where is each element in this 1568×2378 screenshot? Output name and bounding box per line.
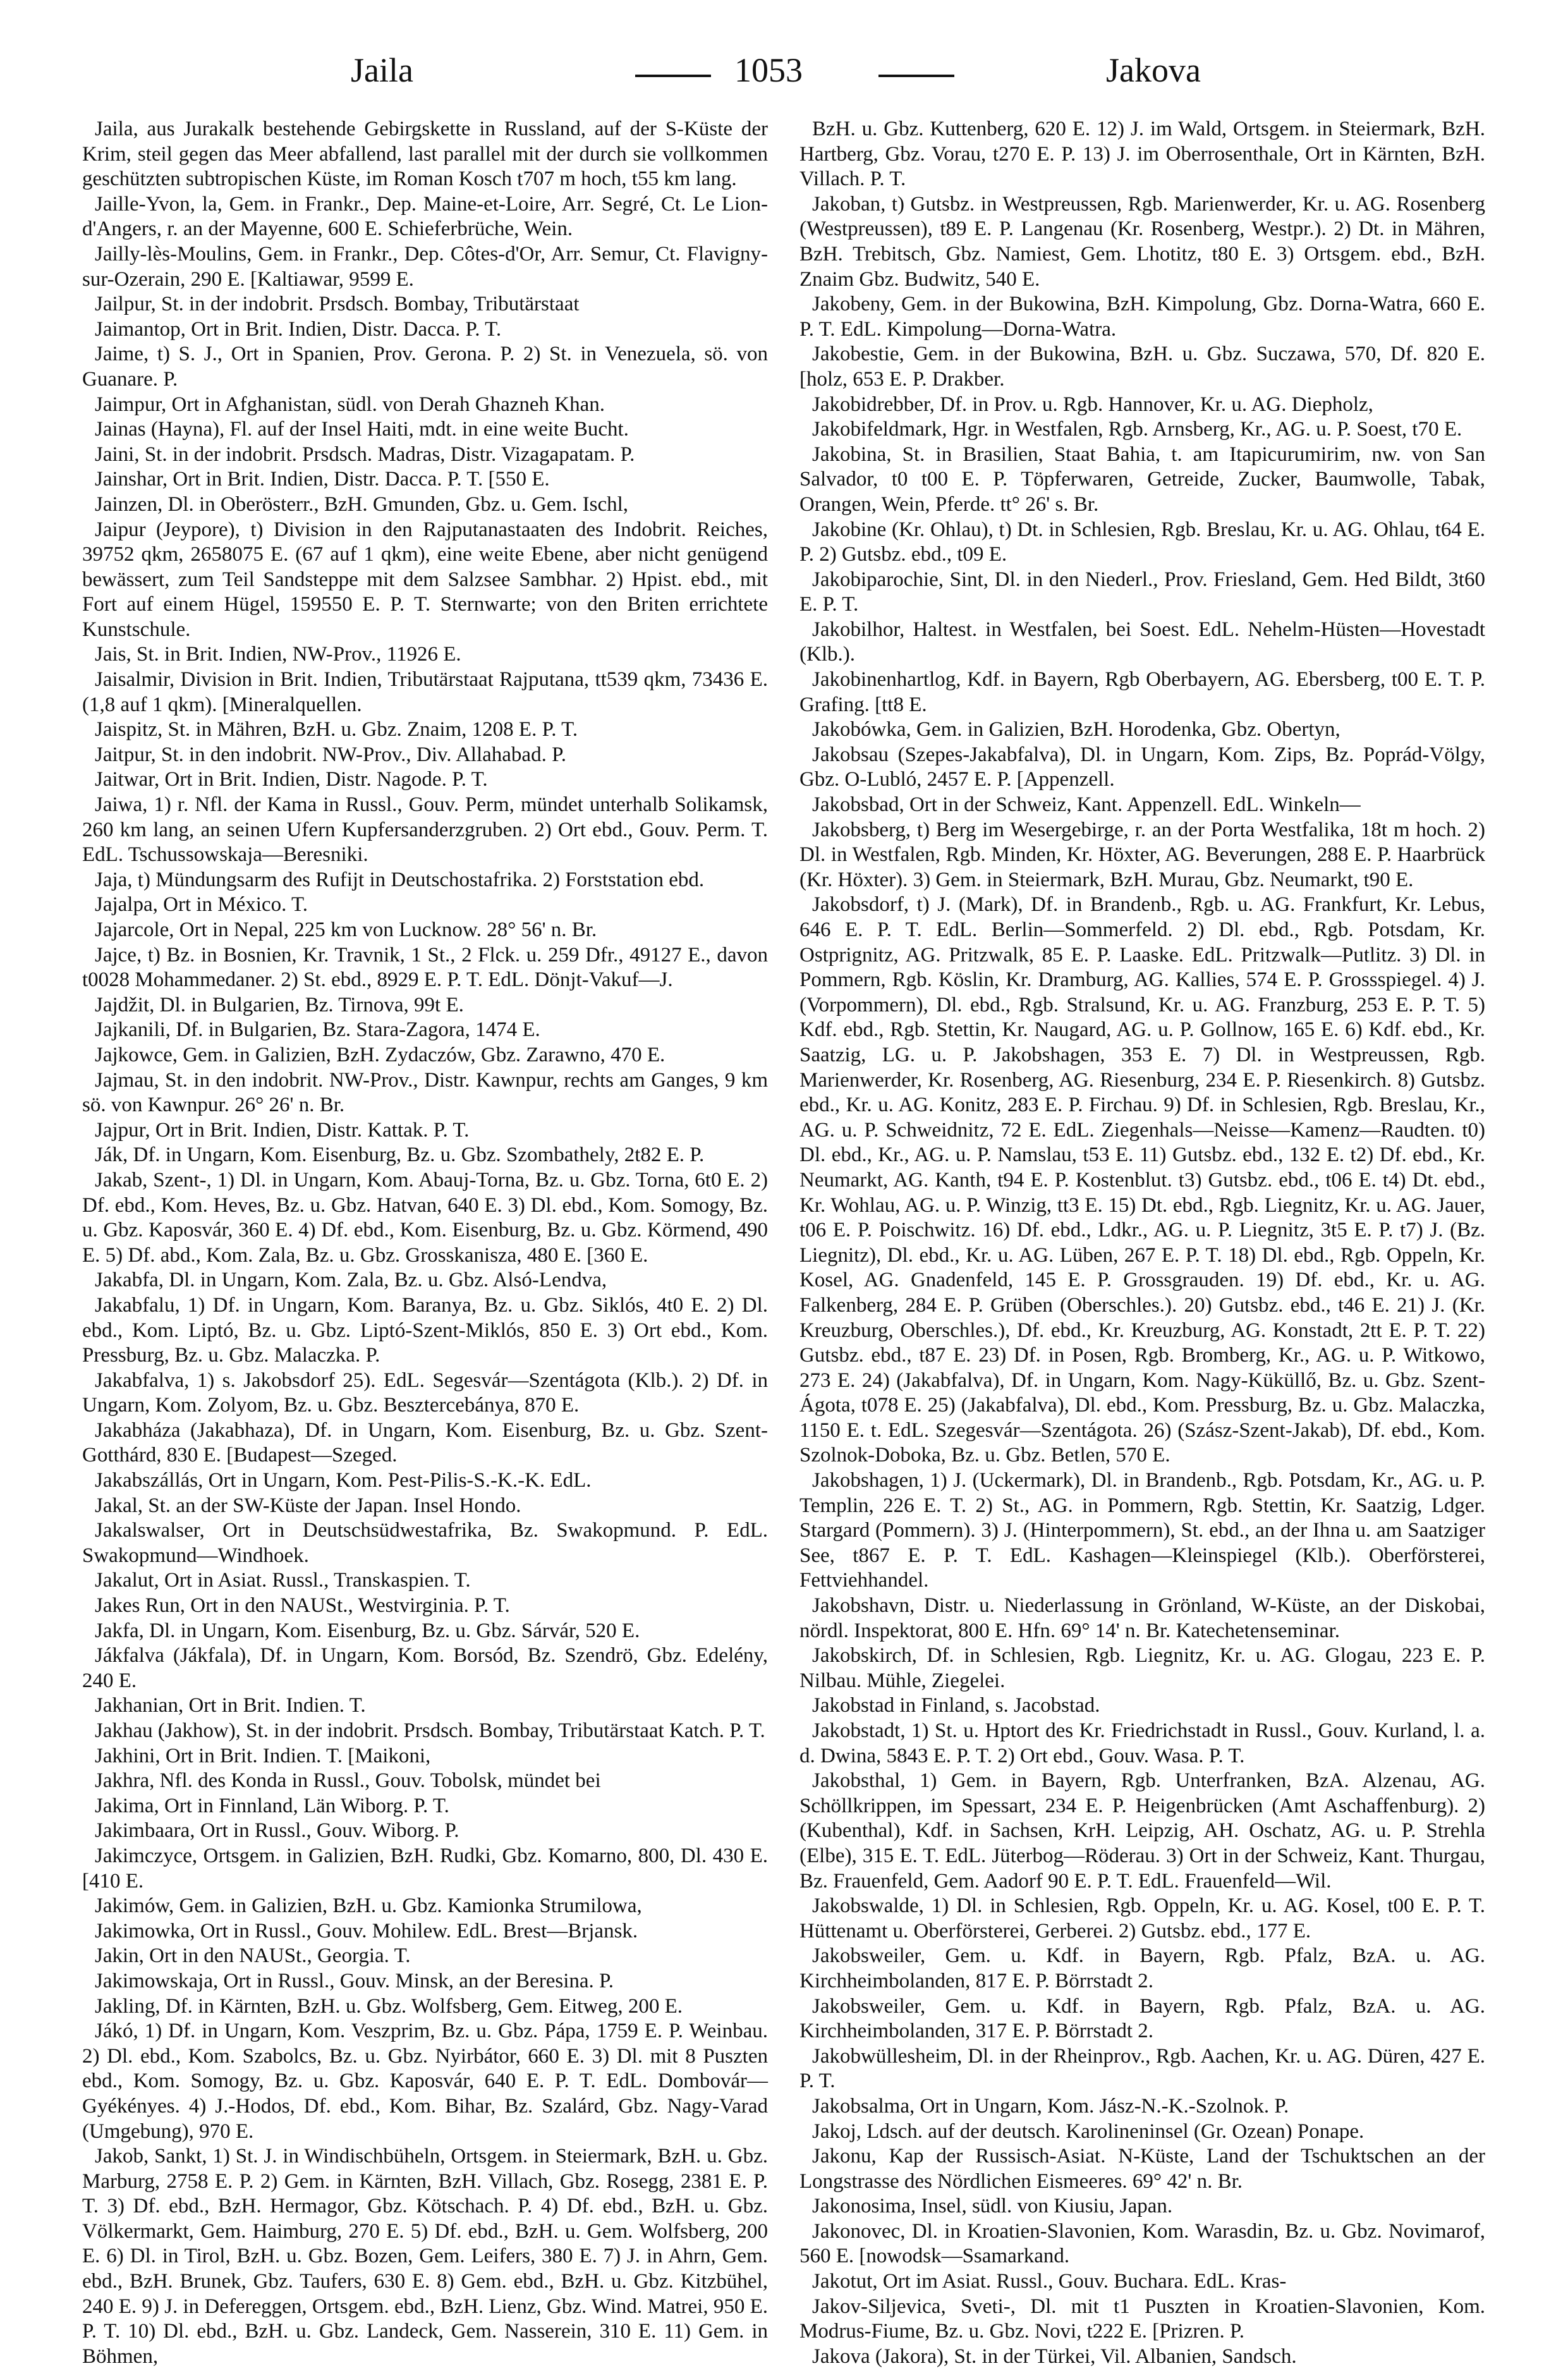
header-dash-left: [635, 75, 711, 77]
dictionary-entry: Jailly-lès-Moulins, Gem. in Frankr., Dep. Côtes-d'Or, Arr. Semur, Ct. Flavigny-sur-Ozerain, 290 E. [Kaltiawar, 9599 E.: [82, 242, 768, 291]
dictionary-entry: Jakabfa, Dl. in Ungarn, Kom. Zala, Bz. u. Gbz. Alsó-Lendva,: [95, 1269, 607, 1292]
dictionary-entry: Jakhanian, Ort in Brit. Indien. T.: [95, 1694, 366, 1717]
dictionary-entry: Jainshar, Ort in Brit. Indien, Distr. Dacca. P. T. [550 E.: [95, 468, 550, 491]
page-number: 1053: [734, 51, 803, 89]
dictionary-entry: Jakimczyce, Ortsgem. in Galizien, BzH. Rudki, Gbz. Komarno, 800, Dl. 430 E. [410 E.: [82, 1844, 768, 1893]
dictionary-entry: Jakobeny, Gem. in der Bukowina, BzH. Kimpolung, Gbz. Dorna-Watra, 660 E. P. T. EdL. Kimpolung—Dorna-Watra.: [799, 293, 1485, 341]
dictionary-entry: Jaimantop, Ort in Brit. Indien, Distr. Dacca. P. T.: [95, 317, 502, 341]
dictionary-entry: Jakhra, Nfl. des Konda in Russl., Gouv. Tobolsk, mündet bei: [95, 1769, 601, 1793]
dictionary-entry: Jakhini, Ort in Brit. Indien. T. [Maikoni,: [95, 1744, 431, 1767]
dictionary-entry: Jakobestie, Gem. in der Bukowina, BzH. u. Gbz. Suczawa, 570, Df. 820 E. [holz, 653 E. P. Drakber.: [799, 343, 1485, 391]
dictionary-entry: Jakimowskaja, Ort in Russl., Gouv. Minsk, an der Beresina. P.: [95, 1969, 614, 1992]
dictionary-entry: Jajarcole, Ort in Nepal, 225 km von Lucknow. 28° 56' n. Br.: [95, 918, 597, 941]
dictionary-entry: Jakob, Sankt, 1) St. J. in Windischbüheln, Ortsgem. in Steiermark, BzH. u. Gbz. Marburg, 2758 E. P. 2) Gem. in Kärnten, BzH. Villach, Gbz. Rosegg, 2381 E. P. T. 3) Df. ebd., BzH. Hermagor, Gbz. Kötschach. P. 4) Df. ebd., BzH. u. Gbz. Völkermarkt, Gem. Haimburg, 270 E. 5) Df. ebd., BzH. u. Gem. Wolfsberg, 200 E. 6) Dl. in Tirol, BzH. u. Gbz. Bozen, Gem. Leifers, 380 E. 7) J. in Ahrn, Gem. ebd., BzH. Brunek, Gbz. Taufers, 630 E. 8) Gem. ebd., BzH. u. Gbz. Kitzbühel, 240 E. 9) J. in Defereggen, Ortsgem. ebd., BzH. Lienz, Gbz. Wind. Matrei, 950 E. P. T. 10) Dl. ebd., BzH. u. Gbz. Landeck, Gem. Nasserein, 310 E. 11) Gem. in Böhmen,: [82, 2145, 768, 2368]
dictionary-entry: Jakling, Df. in Kärnten, BzH. u. Gbz. Wolfsberg, Gem. Eitweg, 200 E.: [95, 1994, 683, 2018]
dictionary-entry: Jakobskirch, Df. in Schlesien, Rgb. Liegnitz, Kr. u. AG. Glogau, 223 E. P. Nilbau. Mühle, Ziegelei.: [799, 1644, 1485, 1692]
dictionary-entry: Jakima, Ort in Finnland, Län Wiborg. P. T.: [95, 1794, 449, 1817]
dictionary-entry: Jakin, Ort in den NAUSt., Georgia. T.: [95, 1944, 411, 1968]
dictionary-entry: Jakobshavn, Distr. u. Niederlassung in Grönland, W-Küste, an der Diskobai, nördl. Inspektorat, 800 E. Hfn. 69° 14' n. Br. Katechetenseminar.: [799, 1594, 1485, 1642]
dictionary-entry: Jajdžit, Dl. in Bulgarien, Bz. Tirnova, 99t E.: [95, 993, 464, 1016]
dictionary-entry: Jakab, Szent-, 1) Dl. in Ungarn, Kom. Abauj-Torna, Bz. u. Gbz. Torna, 6t0 E. 2) Df. ebd., Kom. Heves, Bz. u. Gbz. Hatvan, 640 E. 3) Dl. ebd., Kom. Somogy, Bz. u. Gbz. Kaposvár, 360 E. 4) Df. ebd., Kom. Eisenburg, Bz. u. Gbz. Körmend, 490 E. 5) Df. abd., Kom. Zala, Bz. u. Gbz. Grosskanisza, 480 E. [360 E.: [82, 1168, 768, 1267]
dictionary-entry: Jakobilhor, Haltest. in Westfalen, bei Soest. EdL. Nehelm-Hüsten—Hovestadt (Klb.).: [799, 618, 1485, 666]
dictionary-entry: Jaispitz, St. in Mähren, BzH. u. Gbz. Znaim, 1208 E. P. T.: [95, 718, 578, 741]
dictionary-entry: Jakalswalser, Ort in Deutschsüdwestafrika, Bz. Swakopmund. P. EdL. Swakopmund—Windhoek.: [82, 1519, 768, 1567]
dictionary-entry: Jakal, St. an der SW-Küste der Japan. Insel Hondo.: [95, 1494, 521, 1517]
right-column: [799, 117, 1485, 2368]
dictionary-entry: Jákfalva (Jákfala), Df. in Ungarn, Kom. Borsód, Bz. Szendrö, Gbz. Edelény, 240 E.: [82, 1644, 768, 1692]
dictionary-entry: Jakalut, Ort in Asiat. Russl., Transkaspien. T.: [95, 1569, 471, 1592]
dictionary-entry: Jakabszállás, Ort in Ungarn, Kom. Pest-Pilis-S.-K.-K. EdL.: [95, 1469, 592, 1492]
dictionary-entry: Jajmau, St. in den indobrit. NW-Prov., Distr. Kawnpur, rechts am Ganges, 9 km sö. von Kawnpur. 26° 26' n. Br.: [82, 1068, 768, 1117]
dictionary-entry: Jakobsweiler, Gem. u. Kdf. in Bayern, Rgb. Pfalz, BzA. u. AG. Kirchheimbolanden, 317 E. P. Börrstadt 2.: [799, 1994, 1485, 2043]
dictionary-entry: Jainas (Hayna), Fl. auf der Insel Haiti, mdt. in eine weite Bucht.: [95, 418, 629, 441]
dictionary-entry: Jakonu, Kap der Russisch-Asiat. N-Küste, Land der Tschuktschen an der Longstrasse des Nördlichen Eismeeres. 69° 42' n. Br.: [799, 2145, 1485, 2193]
dictionary-entry: Jajkanili, Df. in Bulgarien, Bz. Stara-Zagora, 1474 E.: [95, 1018, 540, 1042]
dictionary-entry: Jajkowce, Gem. in Galizien, BzH. Zydaczów, Gbz. Zarawno, 470 E.: [95, 1043, 665, 1066]
dictionary-entry: Jaille-Yvon, la, Gem. in Frankr., Dep. Maine-et-Loire, Arr. Segré, Ct. Le Lion-d'Angers, r. an der Mayenne, 600 E. Schieferbrüche, Wein.: [82, 192, 768, 241]
dictionary-entry: Jajalpa, Ort in México. T.: [95, 893, 308, 917]
dictionary-entry: Jakobwüllesheim, Dl. in der Rheinprov., Rgb. Aachen, Kr. u. AG. Düren, 427 E. P. T.: [799, 2044, 1485, 2093]
dictionary-entry: Jaipur (Jeypore), t) Division in den Rajputanastaaten des Indobrit. Reiches, 39752 qkm, 2658075 E. (67 auf 1 qkm), eine weite Ebene, aber nicht genügend bewässert, zum Teil Sandsteppe mit dem Salzsee Sambhar. 2) Hpist. ebd., mit Fort auf einem Hügel, 159550 E. P. T. Sternwarte; von den Briten errichtete Kunstschule.: [82, 518, 768, 641]
dictionary-entry: Jakobswalde, 1) Dl. in Schlesien, Rgb. Oppeln, Kr. u. AG. Kosel, t00 E. P. T. Hüttenamt u. Oberförsterei, Gerberei. 2) Gutsbz. ebd., 177 E.: [799, 1894, 1485, 1942]
dictionary-entry: Jakonosima, Insel, südl. von Kiusiu, Japan.: [812, 2195, 1173, 2218]
dictionary-entry: Jaisalmir, Division in Brit. Indien, Tributärstaat Rajputana, tt539 qkm, 73436 E. (1,8 auf 1 qkm). [Mineralquellen.: [82, 668, 768, 716]
dictionary-entry: Jakotut, Ort im Asiat. Russl., Gouv. Buchara. EdL. Kras-: [812, 2270, 1287, 2293]
dictionary-entry: Jaitwar, Ort in Brit. Indien, Distr. Nagode. P. T.: [95, 768, 488, 791]
dictionary-entry: Jakobsbad, Ort in der Schweiz, Kant. Appenzell. EdL. Winkeln—: [812, 793, 1361, 817]
dictionary-entry: Jainzen, Dl. in Oberösterr., BzH. Gmunden, Gbz. u. Gem. Ischl,: [95, 492, 629, 516]
dictionary-entry: Jakobsdorf, t) J. (Mark), Df. in Brandenb., Rgb. u. AG. Frankfurt, Kr. Lebus, 646 E. P. T. EdL. Berlin—Sommerfeld. 2) Dl. ebd., Rgb. Potsdam, Kr. Ostprignitz, AG. Pritzwalk, 85 E. P. Laaske. EdL. Pritzwalk—Putlitz. 3) Dl. in Pommern, Rgb. Köslin, Kr. Dramburg, AG. Kallies, 574 E. P. Grossspiegel. 4) J. (Vorpommern), Dl. ebd., Rgb. Stralsund, Kr. u. AG. Franzburg, 253 E. P. T. 5) Kdf. ebd., Rgb. Stettin, Kr. Naugard, AG. u. P. Gollnow, 165 E. 6) Kdf. ebd., Kr. Saatzig, LG. u. P. Jakobshagen, 353 E. 7) Dl. in Westpreussen, Rgb. Marienwerder, Kr. Rosenberg, AG. Riesenburg, 234 E. P. Riesenkirch. 8) Gutsbz. ebd., Kr. u. AG. Konitz, 283 E. P. Firchau. 9) Df. in Schlesien, Rgb. Breslau, Kr., AG. u. P. Schweidnitz, 72 E. EdL. Ziegenhals—Neisse—Kamenz—Raudten. t0) Dl. ebd., Kr., AG. u. P. Namslau, t53 E. 11) Gutsbz. ebd., 132 E. t2) Df. ebd., Kr. Neumarkt, AG. Kanth, t94 E. P. Kostenblut. t3) Gutsbz. ebd., t06 E. t4) Dt. ebd., Kr. Wohlau, AG. u. P. Winzig, tt3 E. 15) Dt. ebd., Rgb. Liegnitz, Kr. u. AG. Jauer, t06 E. P. Poischwitz. 16) Df. ebd., Ldkr., AG. u. P. Liegnitz, 3t5 E. P. t7) J. (Bz. Liegnitz), Dl. ebd., Kr. u. AG. Lüben, 267 E. P. T. 18) Dl. ebd., Rgb. Oppeln, Kr. Kosel, AG. Gnadenfeld, 145 E. P. Grossgrauden. 19) Df. ebd., Kr. u. AG. Falkenberg, 284 E. P. Grüben (Oberschles.). 20) Gutsbz. ebd., t46 E. 21) J. (Kr. Kreuzburg, Oberschles.), Df. ebd., Kr. Kreuzburg, AG. Konstadt, 2tt E. P. T. 22) Gutsbz. ebd., t87 E. 23) Df. in Posen, Rgb. Bromberg, Kr., AG. u. P. Witkowo, 273 E. 24) (Jakabfalva), Df. in Ungarn, Kom. Nagy-Küküllő, Bz. u. Gbz. Szent-Ágota, t078 E. 25) (Jakabfalva), Dl. ebd., Kom. Pressburg, Bz. u. Gbz. Malaczka, 1150 E. t. EdL. Szegesvár—Szentágota. 26) (Szász-Szent-Jakab), Df. ebd., Kom. Szolnok-Doboka, Bz. u. Gbz. Betlen, 570 E.: [799, 893, 1485, 1467]
dictionary-entry: Jakov-Siljevica, Sveti-, Dl. mit t1 Puszten in Kroatien-Slavonien, Kom. Modrus-Fiume, Bz. u. Gbz. Novi, t222 E. [Prizren. P.: [799, 2295, 1485, 2343]
dictionary-entry: Jaja, t) Mündungsarm des Rufijt in Deutschostafrika. 2) Forststation ebd.: [95, 868, 705, 891]
dictionary-entry: Jajpur, Ort in Brit. Indien, Distr. Kattak. P. T.: [95, 1118, 470, 1142]
dictionary-entry: Jakobifeldmark, Hgr. in Westfalen, Rgb. Arnsberg, Kr., AG. u. P. Soest, t70 E.: [812, 418, 1462, 441]
dictionary-entry: Jakfa, Dl. in Ungarn, Kom. Eisenburg, Bz. u. Gbz. Sárvár, 520 E.: [95, 1619, 640, 1642]
dictionary-entry: Jakobstadt, 1) St. u. Hptort des Kr. Friedrichstadt in Russl., Gouv. Kurland, l. a. d. Dwina, 5843 E. P. T. 2) Ort ebd., Gouv. Wasa. P. T.: [799, 1719, 1485, 1767]
dictionary-entry: Jákó, 1) Df. in Ungarn, Kom. Veszprim, Bz. u. Gbz. Pápa, 1759 E. P. Weinbau. 2) Dl. ebd., Kom. Szabolcs, Bz. u. Gbz. Nyirbátor, 660 E. 3) Dl. mit 8 Puszten ebd., Kom. Somogy, Bz. u. Gbz. Kaposvár, 640 E. P. T. EdL. Dombovár—Gyékényes. 4) J.-Hodos, Df. ebd., Kom. Bihar, Bz. Szalárd, Gbz. Nagy-Varad (Umgebung), 970 E.: [82, 2020, 768, 2143]
dictionary-entry: Jakobine (Kr. Ohlau), t) Dt. in Schlesien, Rgb. Breslau, Kr. u. AG. Ohlau, t64 E. P. 2) Gutsbz. ebd., t09 E.: [799, 518, 1485, 566]
dictionary-entry: Jaiwa, 1) r. Nfl. der Kama in Russl., Gouv. Perm, mündet unterhalb Solikamsk, 260 km lang, an seinen Ufern Kupfersanderzgruben. 2) Ort ebd., Gouv. Perm. T. EdL. Tschussowskaja—Beresniki.: [82, 793, 768, 867]
left-column: [82, 117, 768, 2368]
dictionary-entry: Jakabfalu, 1) Df. in Ungarn, Kom. Baranya, Bz. u. Gbz. Siklós, 4t0 E. 2) Dl. ebd., Kom. Liptó, Bz. u. Gbz. Liptó-Szent-Miklós, 850 E. 3) Ort ebd., Kom. Pressburg, Bz. u. Gbz. Malaczka. P.: [82, 1293, 768, 1367]
dictionary-entry: Jakonovec, Dl. in Kroatien-Slavonien, Kom. Warasdin, Bz. u. Gbz. Novimarof, 560 E. [nowodsk—Ssamarkand.: [799, 2219, 1485, 2268]
dictionary-entry: Jakobsthal, 1) Gem. in Bayern, Rgb. Unterfranken, BzA. Alzenau, AG. Schöllkrippen, im Spessart, 234 E. P. Heigenbrücken (Amt Aschaffenburg). 2) (Kubenthal), Kdf. in Sachsen, KrH. Leipzig, AH. Oschatz, AG. u. P. Strehla (Elbe), 315 E. T. EdL. Jüterbog—Röderau. 3) Ort in der Schweiz, Kant. Thurgau, Bz. Frauenfeld, Gem. Aadorf 90 E. P. T. EdL. Frauenfeld—Wil.: [799, 1769, 1485, 1893]
dictionary-entry: Jakoban, t) Gutsbz. in Westpreussen, Rgb. Marienwerder, Kr. u. AG. Rosenberg (Westpreussen), t89 E. P. Langenau (Kr. Rosenberg, Westpr.). 2) Dt. in Mähren, BzH. Trebitsch, Gbz. Namiest, Gem. Lhotitz, t80 E. 3) Ortsgem. ebd., BzH. Znaim Gbz. Budwitz, 540 E.: [799, 192, 1485, 291]
dictionary-entry: Jakobidrebber, Df. in Prov. u. Rgb. Hannover, Kr. u. AG. Diepholz,: [812, 393, 1373, 416]
dictionary-entry: Jaila, aus Jurakalk bestehende Gebirgskette in Russland, auf der S-Küste der Krim, steil gegen das Meer abfallend, last parallel mit der durch sie vollkommen geschützten subtropischen Küste, im Roman Kosch t707 m hoch, t55 km lang.: [82, 118, 768, 191]
header-dash-right: [878, 75, 954, 77]
dictionary-entry: Jakobsau (Szepes-Jakabfalva), Dl. in Ungarn, Kom. Zips, Bz. Poprád-Völgy, Gbz. O-Lubló, 2457 E. P. [Appenzell.: [799, 743, 1485, 791]
dictionary-entry: Jaitpur, St. in den indobrit. NW-Prov., Div. Allahabad. P.: [95, 743, 567, 766]
dictionary-entry: Jaini, St. in der indobrit. Prsdsch. Madras, Distr. Vizagapatam. P.: [95, 442, 635, 466]
dictionary-entry: Jaime, t) S. J., Ort in Spanien, Prov. Gerona. P. 2) St. in Venezuela, sö. von Guanare. P.: [82, 343, 768, 391]
dictionary-entry: Jakobiparochie, Sint, Dl. in den Niederl., Prov. Friesland, Gem. Hed Bildt, 3t60 E. P. T.: [799, 568, 1485, 616]
dictionary-entry: Jakabfalva, 1) s. Jakobsdorf 25). EdL. Segesvár—Szentágota (Klb.). 2) Df. in Ungarn, Kom. Zolyom, Bz. u. Gbz. Besztercebánya, 870 E.: [82, 1369, 768, 1417]
dictionary-entry: BzH. u. Gbz. Kuttenberg, 620 E. 12) J. im Wald, Ortsgem. in Steiermark, BzH. Hartberg, Gbz. Vorau, t270 E. P. 13) J. im Oberrosenthale, Ort in Kärnten, BzH. Villach. P. T.: [799, 118, 1485, 191]
dictionary-entry: Jakobsweiler, Gem. u. Kdf. in Bayern, Rgb. Pfalz, BzA. u. AG. Kirchheimbolanden, 817 E. P. Börrstadt 2.: [799, 1944, 1485, 1992]
header-left-word: Jaila: [351, 51, 413, 89]
dictionary-entry: Jakobinenhartlog, Kdf. in Bayern, Rgb Oberbayern, AG. Ebersberg, t00 E. T. P. Grafing. [tt8 E.: [799, 668, 1485, 716]
dictionary-entry: Jakimowka, Ort in Russl., Gouv. Mohilew. EdL. Brest—Brjansk.: [95, 1919, 638, 1942]
dictionary-entry: Jakobsalma, Ort in Ungarn, Kom. Jász-N.-K.-Szolnok. P.: [812, 2094, 1289, 2118]
dictionary-entry: Jakimów, Gem. in Galizien, BzH. u. Gbz. Kamionka Strumilowa,: [95, 1894, 642, 1918]
dictionary-entry: Jaimpur, Ort in Afghanistan, südl. von Derah Ghazneh Khan.: [95, 393, 605, 416]
dictionary-entry: Ják, Df. in Ungarn, Kom. Eisenburg, Bz. u. Gbz. Szombathely, 2t82 E. P.: [95, 1143, 705, 1167]
dictionary-entry: Jajce, t) Bz. in Bosnien, Kr. Travnik, 1 St., 2 Flck. u. 259 Dfr., 49127 E., davon t0028 Mohammedaner. 2) St. ebd., 8929 E. P. T. EdL. Dönjt-Vakuf—J.: [82, 943, 768, 992]
dictionary-entry: Jakobina, St. in Brasilien, Staat Bahia, t. am Itapicurumirim, nw. von San Salvador, t0 t00 E. P. Töpferwaren, Getreide, Zucker, Baumwolle, Tabak, Orangen, Wein, Pferde. tt° 26' s. Br.: [799, 442, 1485, 516]
page-header: [82, 44, 1492, 107]
dictionary-entry: Jakobsberg, t) Berg im Wesergebirge, r. an der Porta Westfalika, 18t m hoch. 2) Dl. in Westfalen, Rgb. Minden, Kr. Höxter, AG. Beverungen, 288 E. P. Haarbrück (Kr. Höxter). 3) Gem. in Steiermark, BzH. Murau, Gbz. Neumarkt, t90 E.: [799, 818, 1485, 891]
dictionary-entry: Jakimbaara, Ort in Russl., Gouv. Wiborg. P.: [95, 1819, 459, 1843]
dictionary-entry: Jakobstad in Finland, s. Jacobstad.: [812, 1694, 1100, 1717]
dictionary-entry: Jais, St. in Brit. Indien, NW-Prov., 11926 E.: [95, 643, 461, 666]
dictionary-entry: Jailpur, St. in der indobrit. Prsdsch. Bombay, Tributärstaat: [95, 293, 580, 316]
header-right-word: Jakova: [1106, 51, 1201, 89]
dictionary-entry: Jakhau (Jakhow), St. in der indobrit. Prsdsch. Bombay, Tributärstaat Katch. P. T.: [95, 1719, 765, 1742]
dictionary-entry: Jakobówka, Gem. in Galizien, BzH. Horodenka, Gbz. Obertyn,: [812, 718, 1340, 741]
dictionary-entry: Jakoj, Ldsch. auf der deutsch. Karolineninsel (Gr. Ozean) Ponape.: [812, 2119, 1364, 2143]
dictionary-entry: Jakabháza (Jakabhaza), Df. in Ungarn, Kom. Eisenburg, Bz. u. Gbz. Szent-Gotthárd, 830 E. [Budapest—Szeged.: [82, 1418, 768, 1467]
dictionary-entry: Jakobshagen, 1) J. (Uckermark), Dl. in Brandenb., Rgb. Potsdam, Kr., AG. u. P. Templin, 226 E. T. 2) St., AG. in Pommern, Rgb. Stettin, Kr. Saatzig, Ldger. Stargard (Pommern). 3) J. (Hinterpommern), St. ebd., an der Ihna u. am Saatziger See, t867 E. P. T. EdL. Kashagen—Kleinspiegel (Klb.). Oberförsterei, Fettviehhandel.: [799, 1469, 1485, 1592]
dictionary-entry: Jakova (Jakora), St. in der Türkei, Vil. Albanien, Sandsch.: [812, 2344, 1297, 2368]
dictionary-entry: Jakes Run, Ort in den NAUSt., Westvirginia. P. T.: [95, 1594, 510, 1618]
